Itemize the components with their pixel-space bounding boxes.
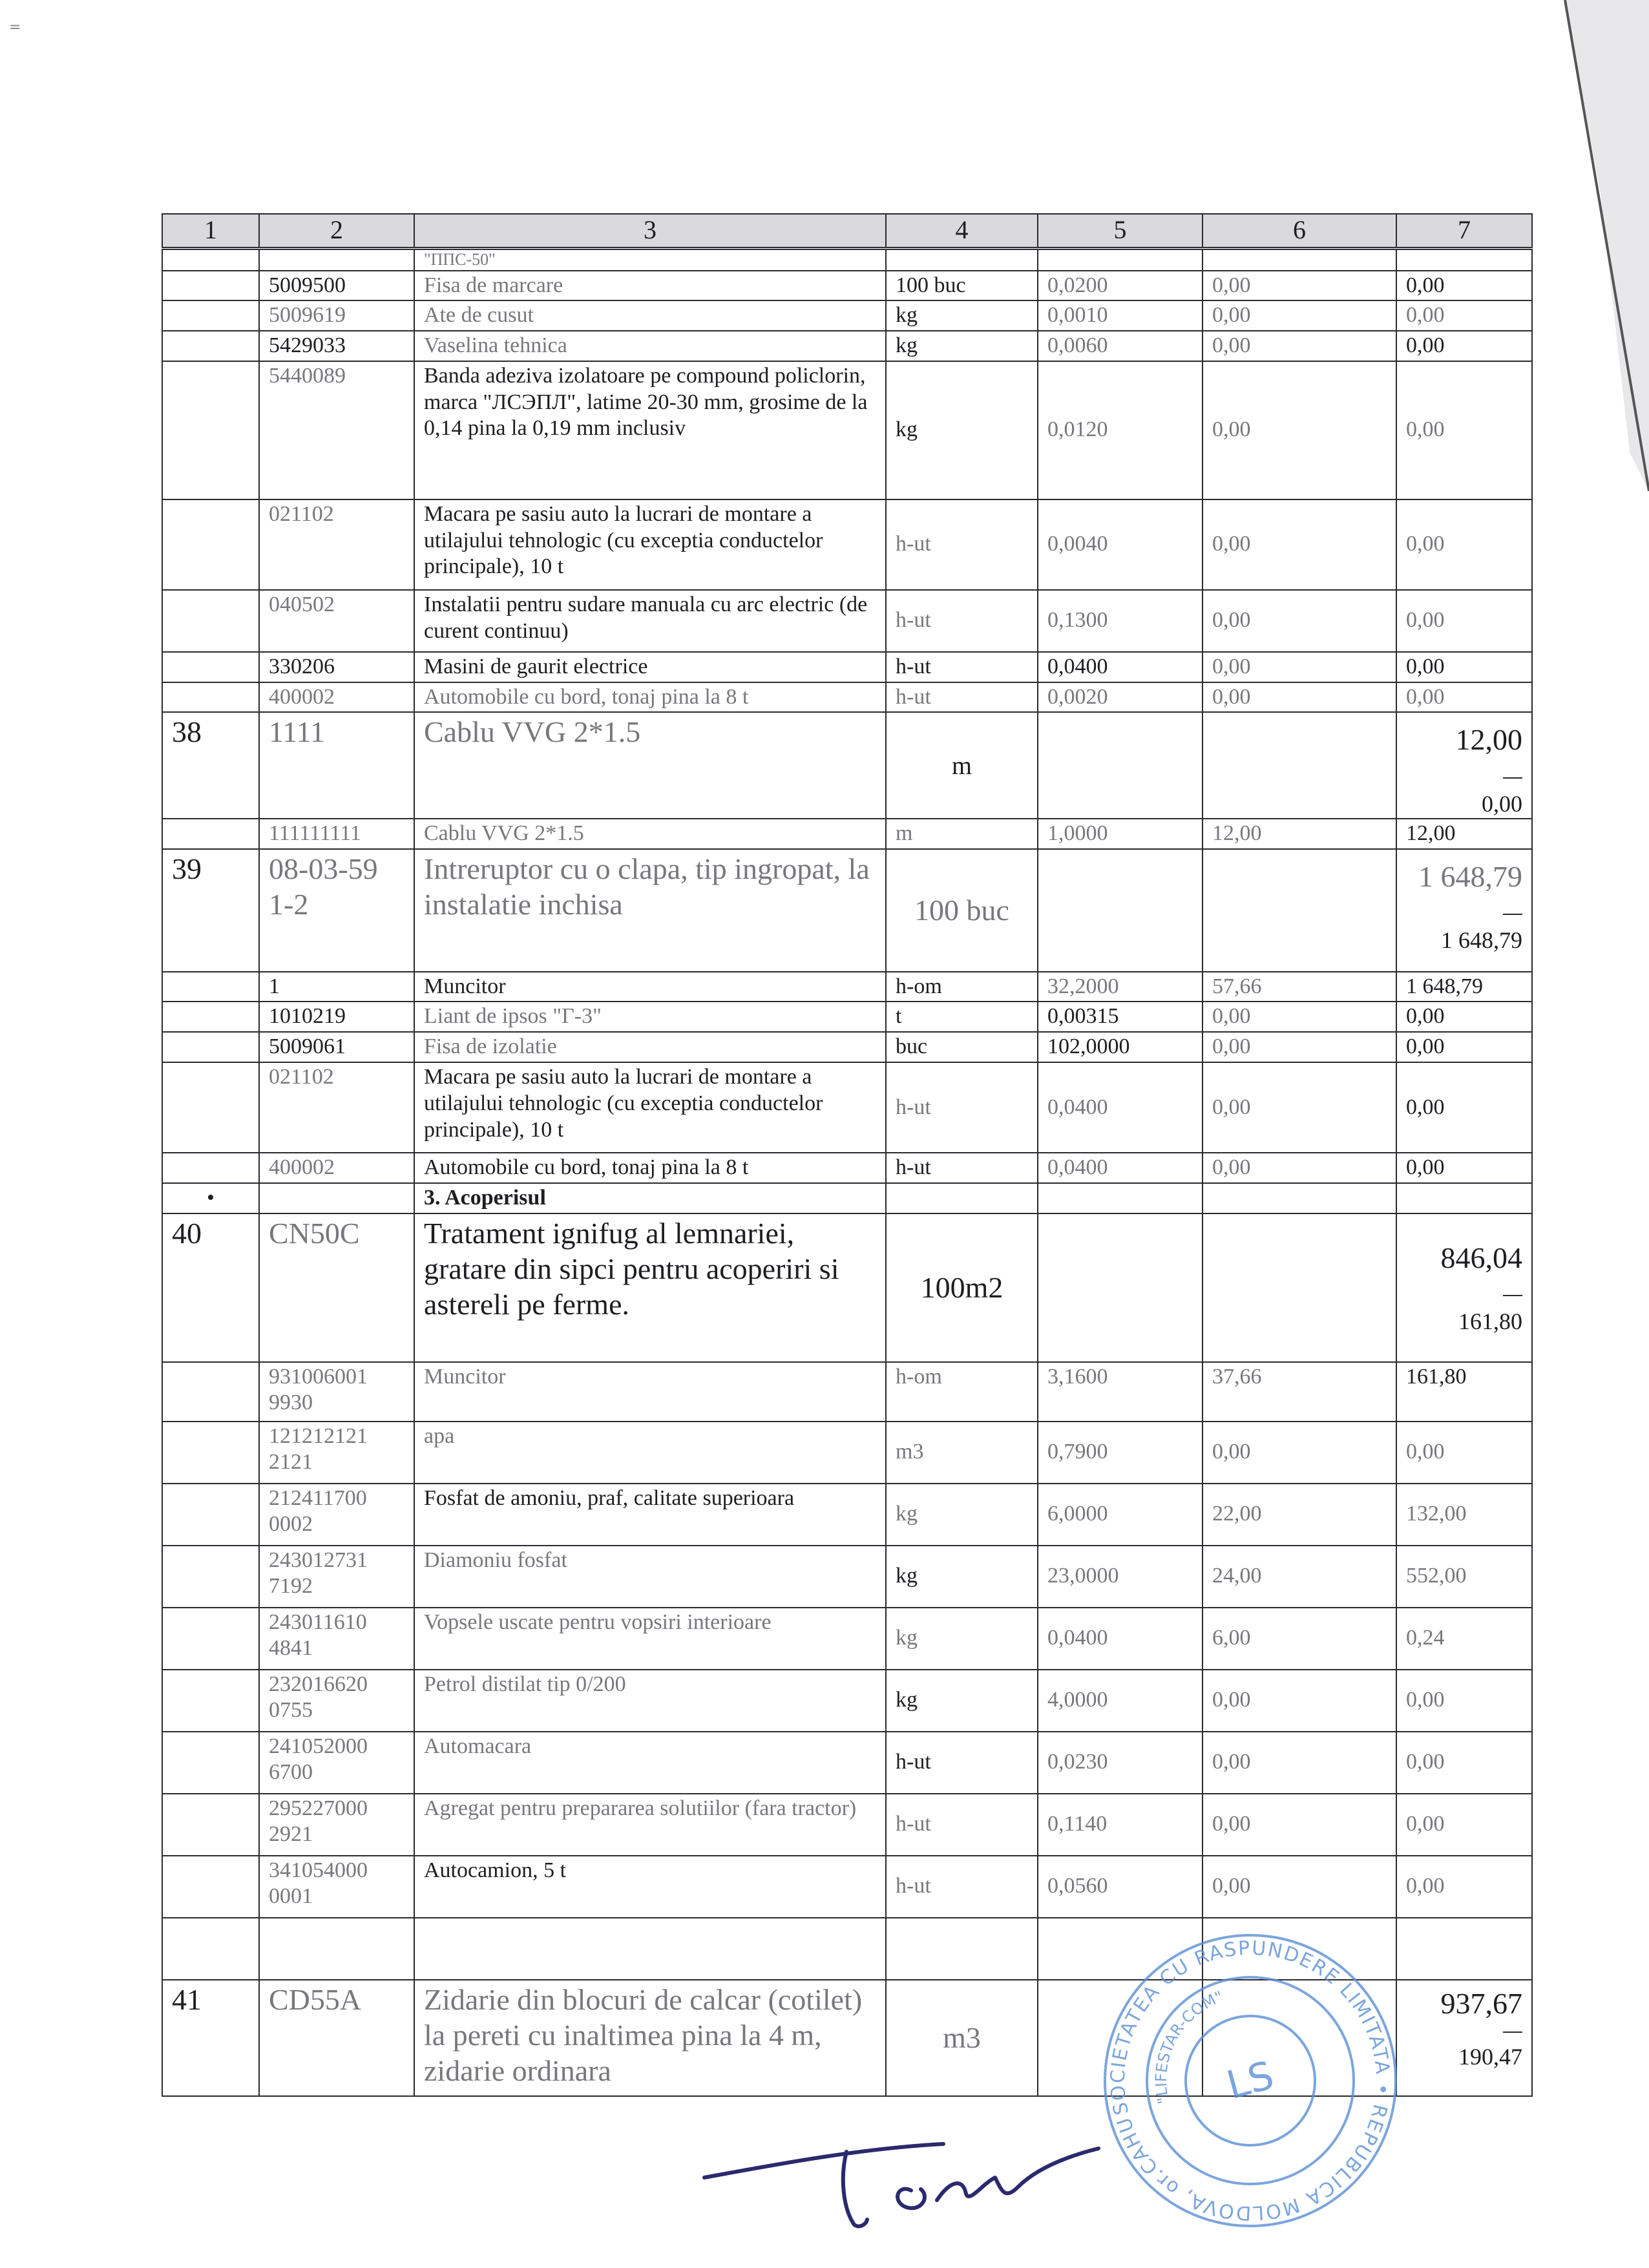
resource-unit: kg — [886, 361, 1038, 499]
resource-code: 243011610 4841 — [259, 1608, 414, 1670]
value-separator — [1503, 1295, 1522, 1296]
resource-price: 0,00 — [1203, 652, 1396, 682]
resource-qty: 23,0000 — [1038, 1546, 1203, 1608]
resource-code: 040502 — [259, 590, 414, 652]
resource-price: 0,00 — [1203, 499, 1396, 590]
resource-name: Diamoniu fosfat — [414, 1546, 886, 1608]
table-row — [162, 1153, 1532, 1183]
resource-price: 0,00 — [1203, 300, 1396, 331]
item-number: 38 — [162, 712, 259, 818]
resource-unit: h-ut — [886, 590, 1038, 652]
resource-name: Fosfat de amoniu, praf, calitate superioara — [414, 1484, 886, 1546]
resource-qty: 1,0000 — [1038, 819, 1203, 849]
resource-code: 400002 — [259, 682, 414, 713]
table-row — [162, 590, 1532, 652]
item-code: CD55A — [259, 1980, 414, 2096]
resource-qty: 32,2000 — [1038, 972, 1203, 1002]
item-unit: m3 — [886, 1980, 1038, 2096]
resource-qty: 0,0120 — [1038, 361, 1203, 499]
resource-name: Fisa de marcare — [414, 271, 886, 301]
scan-margin-mark: = — [9, 19, 21, 36]
item-number: 41 — [162, 1980, 259, 2096]
item-name: Zidarie din blocuri de calcar (cotilet) la pereti cu inaltimea pina la 4 m, zidarie ordinara — [414, 1980, 886, 2096]
company-stamp — [1098, 1929, 1402, 2232]
table-row — [162, 1670, 1532, 1732]
item-number: 39 — [162, 849, 259, 972]
resource-qty: 3,1600 — [1038, 1362, 1203, 1422]
item-labor: 190,47 — [1458, 2043, 1522, 2070]
resource-price: 6,00 — [1203, 1608, 1396, 1670]
resource-name: Ate de cusut — [414, 300, 886, 331]
resource-name: Fisa de izolatie — [414, 1032, 886, 1062]
col-header: 6 — [1203, 214, 1396, 249]
resource-name: Vopsele uscate pentru vopsiri interioare — [414, 1608, 886, 1670]
handwritten-signature — [698, 2087, 1111, 2236]
value-separator — [1503, 914, 1522, 915]
estimate-item-row — [162, 712, 1532, 818]
resource-price: 0,00 — [1203, 1794, 1396, 1856]
section-title: 3. Acoperisul — [414, 1183, 886, 1213]
resource-qty: 4,0000 — [1038, 1670, 1203, 1732]
resource-total: 0,00 — [1396, 1153, 1532, 1183]
resource-name: Instalatii pentru sudare manuala cu arc electric (de curent continuu) — [414, 590, 886, 652]
table-row — [162, 1608, 1532, 1670]
resource-unit: kg — [886, 300, 1038, 331]
resource-qty: 0,0560 — [1038, 1856, 1203, 1918]
resource-code: 212411700 0002 — [259, 1484, 414, 1546]
resource-qty: 0,1300 — [1038, 590, 1203, 652]
resource-qty: 0,7900 — [1038, 1422, 1203, 1484]
resource-unit: h-ut — [886, 1794, 1038, 1856]
resource-code: 5009500 — [259, 271, 414, 301]
item-unit: m — [886, 712, 1038, 818]
resource-total: 0,00 — [1396, 652, 1532, 682]
resource-price: 12,00 — [1203, 819, 1396, 849]
resource-total: 0,00 — [1396, 499, 1532, 590]
resource-unit: h-ut — [886, 1062, 1038, 1153]
table-row — [162, 1794, 1532, 1856]
resource-price: 0,00 — [1203, 331, 1396, 361]
estimate-table — [162, 213, 1533, 2097]
resource-total: 0,00 — [1396, 1856, 1532, 1918]
resource-qty: 102,0000 — [1038, 1032, 1203, 1062]
value-separator — [1503, 2032, 1522, 2033]
resource-total: 0,00 — [1396, 1794, 1532, 1856]
resource-unit: h-om — [886, 1362, 1038, 1422]
item-unit: 100 buc — [886, 849, 1038, 972]
resource-code: 1010219 — [259, 1002, 414, 1032]
resource-unit: h-ut — [886, 499, 1038, 590]
item-code: 08-03-59 1-2 — [259, 849, 414, 972]
resource-unit — [886, 1918, 1038, 1980]
item-total: 12,00 — [1455, 723, 1522, 757]
resource-code: 5009619 — [259, 300, 414, 331]
resource-name: Muncitor — [414, 972, 886, 1002]
item-total: 846,04 — [1440, 1241, 1522, 1274]
resource-price: 24,00 — [1203, 1546, 1396, 1608]
resource-name: Macara pe sasiu auto la lucrari de montare a utilajului tehnologic (cu exceptia conductelor principale), 10 t — [414, 1062, 886, 1153]
table-row — [162, 1002, 1532, 1032]
resource-code: 232016620 0755 — [259, 1670, 414, 1732]
resource-name: Petrol distilat tip 0/200 — [414, 1670, 886, 1732]
resource-code: 400002 — [259, 1153, 414, 1183]
resource-price: 0,00 — [1203, 271, 1396, 301]
item-unit: 100m2 — [886, 1213, 1038, 1362]
col-header: 1 — [162, 214, 259, 249]
section-row — [162, 1183, 1532, 1213]
resource-total: 0,00 — [1396, 1002, 1532, 1032]
resource-price: 0,00 — [1203, 1062, 1396, 1153]
stamp-center-mark: LS — [1222, 2052, 1279, 2109]
resource-price: 0,00 — [1203, 1670, 1396, 1732]
resource-code: 241052000 6700 — [259, 1732, 414, 1794]
resource-total: 0,00 — [1396, 682, 1532, 713]
resource-code: 243012731 7192 — [259, 1546, 414, 1608]
stamp-inner-text: "LIFESTAR-COM" — [1151, 1987, 1226, 2106]
resource-name: Automobile cu bord, tonaj pina la 8 t — [414, 1153, 886, 1183]
stamp-outer-text: SOCIETATEA CU RASPUNDERE LIMITATA • REPUBLICA MOLDOVA, or.CAHUL — [1106, 1937, 1394, 2225]
item-labor: 0,00 — [1482, 790, 1522, 817]
resource-price: 0,00 — [1203, 1002, 1396, 1032]
resource-name: Cablu VVG 2*1.5 — [414, 819, 886, 849]
resource-code: 021102 — [259, 1062, 414, 1153]
resource-price: 0,00 — [1203, 1153, 1396, 1183]
table-row — [162, 331, 1532, 361]
item-name: Cablu VVG 2*1.5 — [414, 712, 886, 818]
col-header: 5 — [1038, 214, 1203, 249]
resource-qty: 6,0000 — [1038, 1484, 1203, 1546]
table-row — [162, 499, 1532, 590]
resource-total: 0,00 — [1396, 1670, 1532, 1732]
resource-total: 132,00 — [1396, 1484, 1532, 1546]
resource-total: 552,00 — [1396, 1546, 1532, 1608]
table-row — [162, 300, 1532, 331]
resource-price: 0,00 — [1203, 1032, 1396, 1062]
resource-code: 111111111 — [259, 819, 414, 849]
resource-unit: kg — [886, 1608, 1038, 1670]
item-labor: 161,80 — [1458, 1308, 1522, 1334]
resource-code: 121212121 2121 — [259, 1422, 414, 1484]
section-bullet: • — [162, 1183, 259, 1213]
table-row — [162, 1062, 1532, 1153]
resource-qty: 0,0010 — [1038, 300, 1203, 331]
resource-unit: h-ut — [886, 652, 1038, 682]
table-row — [162, 1422, 1532, 1484]
item-labor: 1 648,79 — [1441, 927, 1522, 953]
resource-unit: h-om — [886, 972, 1038, 1002]
resource-qty: 0,0400 — [1038, 652, 1203, 682]
resource-price: 37,66 — [1203, 1362, 1396, 1422]
resource-name: Agregat pentru prepararea solutiilor (fara tractor) — [414, 1794, 886, 1856]
column-number-row — [162, 214, 1532, 249]
resource-price: 22,00 — [1203, 1484, 1396, 1546]
resource-name: Automobile cu bord, tonaj pina la 8 t — [414, 682, 886, 713]
resource-code: 1 — [259, 972, 414, 1002]
table-row — [162, 249, 1532, 271]
resource-code: 5009061 — [259, 1032, 414, 1062]
resource-unit: kg — [886, 1484, 1038, 1546]
col-header: 7 — [1396, 214, 1532, 249]
col-header: 3 — [414, 214, 886, 249]
resource-qty: 0,00315 — [1038, 1002, 1203, 1032]
resource-unit: kg — [886, 1670, 1038, 1732]
item-code: CN50C — [259, 1213, 414, 1362]
estimate-item-row — [162, 849, 1532, 972]
resource-qty: 0,0400 — [1038, 1062, 1203, 1153]
col-header: 4 — [886, 214, 1038, 249]
resource-total: 0,00 — [1396, 1422, 1532, 1484]
resource-qty: 0,0200 — [1038, 271, 1203, 301]
resource-unit: h-ut — [886, 682, 1038, 713]
resource-name: apa — [414, 1422, 886, 1484]
resource-price: 0,00 — [1203, 1856, 1396, 1918]
resource-total: 0,00 — [1396, 590, 1532, 652]
resource-name — [414, 1918, 886, 1980]
resource-code: 5440089 — [259, 361, 414, 499]
resource-name: Vaselina tehnica — [414, 331, 886, 361]
resource-code: 341054000 0001 — [259, 1856, 414, 1918]
resource-unit: t — [886, 1002, 1038, 1032]
resource-unit: h-ut — [886, 1153, 1038, 1183]
value-separator — [1503, 777, 1522, 779]
item-total: 1 648,79 — [1418, 859, 1522, 893]
resource-qty: 0,0040 — [1038, 499, 1203, 590]
resource-name: Masini de gaurit electrice — [414, 652, 886, 682]
resource-code: 295227000 2921 — [259, 1794, 414, 1856]
table-row — [162, 1856, 1532, 1918]
resource-name: Liant de ipsos "Г-3" — [414, 1002, 886, 1032]
table-row — [162, 652, 1532, 682]
resource-unit: kg — [886, 331, 1038, 361]
item-name: Intreruptor cu o clapa, tip ingropat, la instalatie inchisa — [414, 849, 886, 972]
resource-qty: 0,0230 — [1038, 1732, 1203, 1794]
resource-total: 0,24 — [1396, 1608, 1532, 1670]
resource-name: "ППС-50" — [414, 249, 886, 271]
table-row — [162, 972, 1532, 1002]
resource-qty: 0,0020 — [1038, 682, 1203, 713]
table-row — [162, 1732, 1532, 1794]
resource-unit: kg — [886, 1546, 1038, 1608]
resource-price: 0,00 — [1203, 1422, 1396, 1484]
resource-total — [1396, 1918, 1532, 1980]
resource-unit: m — [886, 819, 1038, 849]
resource-total: 0,00 — [1396, 1062, 1532, 1153]
resource-price: 0,00 — [1203, 361, 1396, 499]
resource-unit: h-ut — [886, 1732, 1038, 1794]
resource-code: 5429033 — [259, 331, 414, 361]
resource-total: 0,00 — [1396, 300, 1532, 331]
resource-unit: h-ut — [886, 1856, 1038, 1918]
resource-qty: 0,0060 — [1038, 331, 1203, 361]
item-code: 1111 — [259, 712, 414, 818]
table-row — [162, 819, 1532, 849]
resource-total: 0,00 — [1396, 1732, 1532, 1794]
resource-code: 330206 — [259, 652, 414, 682]
resource-total: 0,00 — [1396, 1032, 1532, 1062]
table-row — [162, 1362, 1532, 1422]
resource-unit: buc — [886, 1032, 1038, 1062]
item-total: 937,67 — [1440, 1986, 1522, 2020]
resource-total: 161,80 — [1396, 1362, 1532, 1422]
resource-total: 12,00 — [1396, 819, 1532, 849]
resource-qty: 0,0400 — [1038, 1153, 1203, 1183]
resource-unit: 100 buc — [886, 271, 1038, 301]
table-row — [162, 1546, 1532, 1608]
table-row — [162, 1032, 1532, 1062]
resource-total: 0,00 — [1396, 271, 1532, 301]
resource-price: 57,66 — [1203, 972, 1396, 1002]
resource-name: Automacara — [414, 1732, 886, 1794]
item-number: 40 — [162, 1213, 259, 1362]
resource-name: Muncitor — [414, 1362, 886, 1422]
table-row — [162, 1484, 1532, 1546]
resource-unit: m3 — [886, 1422, 1038, 1484]
resource-code: 931006001 9930 — [259, 1362, 414, 1422]
resource-total: 0,00 — [1396, 361, 1532, 499]
resource-code: 021102 — [259, 499, 414, 590]
resource-name: Macara pe sasiu auto la lucrari de montare a utilajului tehnologic (cu exceptia conductelor principale), 10 t — [414, 499, 886, 590]
resource-name: Banda adeziva izolatoare pe compound policlorin, marca "ЛСЭПЛ", latime 20-30 mm, grosime de la 0,14 pina la 0,19 mm inclusiv — [414, 361, 886, 499]
table-row — [162, 682, 1532, 713]
resource-code — [259, 1918, 414, 1980]
resource-total: 1 648,79 — [1396, 972, 1532, 1002]
resource-price: 0,00 — [1203, 1732, 1396, 1794]
resource-price: 0,00 — [1203, 590, 1396, 652]
resource-name: Autocamion, 5 t — [414, 1856, 886, 1918]
estimate-item-row — [162, 1213, 1532, 1362]
resource-qty: 0,0400 — [1038, 1608, 1203, 1670]
resource-qty: 0,1140 — [1038, 1794, 1203, 1856]
table-row — [162, 361, 1532, 499]
resource-total: 0,00 — [1396, 331, 1532, 361]
resource-price: 0,00 — [1203, 682, 1396, 713]
item-name: Tratament ignifug al lemnariei, gratare din sipci pentru acoperiri si astereli pe ferme. — [414, 1213, 886, 1362]
table-row — [162, 271, 1532, 301]
col-header: 2 — [259, 214, 414, 249]
